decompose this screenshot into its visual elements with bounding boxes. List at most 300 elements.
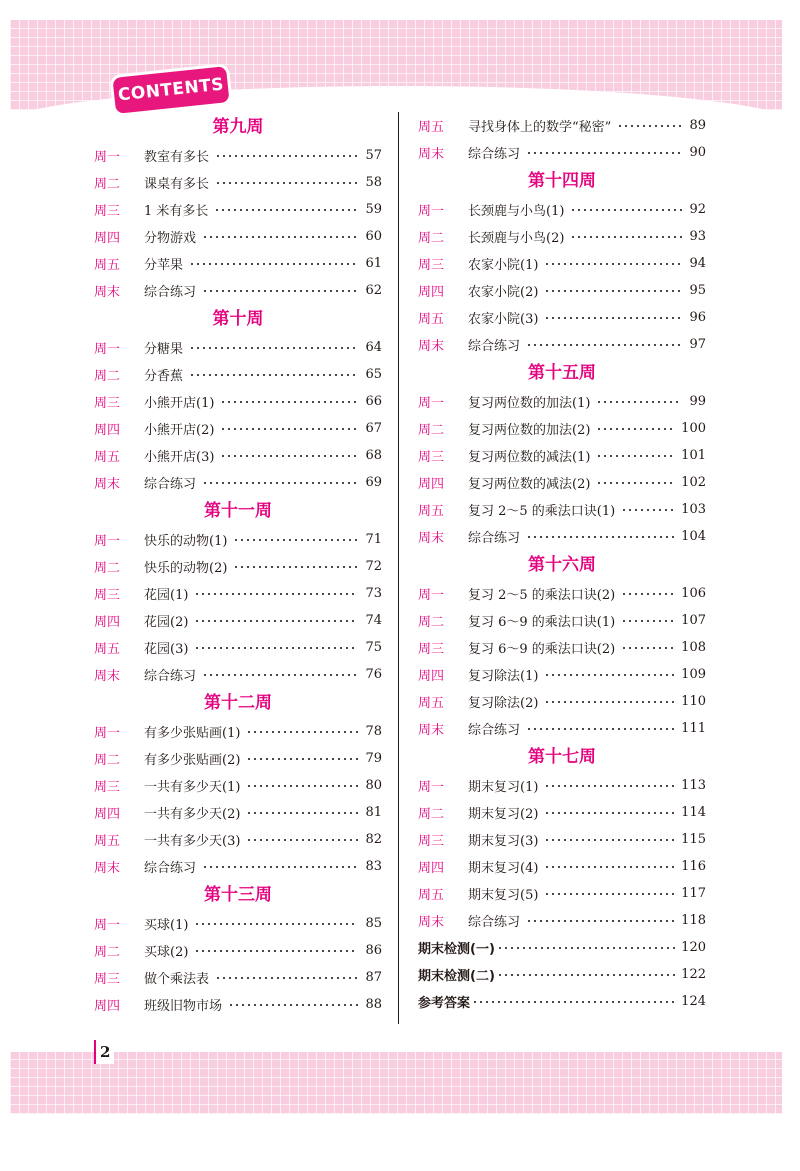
toc-entry-title: 1 米有多长 bbox=[144, 204, 209, 219]
dot-leader bbox=[544, 891, 675, 897]
toc-extra-title: 期末检测(一) bbox=[418, 942, 495, 957]
toc-entry[interactable] bbox=[94, 937, 382, 964]
toc-entry[interactable] bbox=[94, 634, 382, 661]
toc-entry-title: 长颈鹿与小鸟(2) bbox=[468, 231, 565, 246]
dot-leader bbox=[202, 672, 358, 678]
week-section bbox=[418, 112, 706, 166]
contents-badge: CONTENTS bbox=[112, 66, 229, 114]
toc-entry-page: 79 bbox=[365, 751, 382, 766]
toc-entry[interactable] bbox=[94, 469, 382, 496]
week-section bbox=[418, 358, 706, 550]
toc-entry-page: 59 bbox=[365, 202, 382, 217]
toc-entry-title: 花园(3) bbox=[144, 642, 189, 657]
toc-entry[interactable] bbox=[94, 853, 382, 880]
toc-entry-title: 综合练习 bbox=[468, 915, 521, 930]
dot-leader bbox=[228, 1002, 358, 1008]
toc-entry-day: 周三 bbox=[94, 396, 121, 411]
toc-entry-page: 68 bbox=[365, 448, 382, 463]
week-section bbox=[94, 304, 382, 496]
toc-entry-day: 周一 bbox=[418, 396, 445, 411]
toc-entry-day: 周三 bbox=[94, 204, 121, 219]
dot-leader bbox=[621, 618, 675, 624]
toc-entry-title: 综合练习 bbox=[468, 531, 521, 546]
toc-extras bbox=[418, 934, 706, 1015]
toc-entry-title: 复习两位数的减法(1) bbox=[468, 450, 591, 465]
toc-entry[interactable] bbox=[418, 139, 706, 166]
toc-entry-day: 周二 bbox=[418, 231, 445, 246]
toc-entry-day: 周五 bbox=[418, 504, 445, 519]
toc-entry[interactable] bbox=[94, 361, 382, 388]
toc-entry-page: 81 bbox=[365, 805, 382, 820]
toc-entry-page: 103 bbox=[681, 502, 706, 517]
dot-leader bbox=[189, 345, 358, 351]
toc-entry[interactable] bbox=[94, 442, 382, 469]
week-section bbox=[418, 166, 706, 358]
toc-entry-day: 周四 bbox=[418, 669, 445, 684]
toc-entry-page: 99 bbox=[689, 394, 706, 409]
toc-entry-day: 周一 bbox=[94, 726, 121, 741]
toc-entry-page: 114 bbox=[681, 805, 706, 820]
toc-entry-title: 有多少张贴画(2) bbox=[144, 753, 241, 768]
toc-entry-title: 长颈鹿与小鸟(1) bbox=[468, 204, 565, 219]
toc-entry-title: 期末复习(3) bbox=[468, 834, 539, 849]
toc-entry-day: 周二 bbox=[418, 615, 445, 630]
dot-leader bbox=[621, 645, 675, 651]
toc-extra-entry[interactable] bbox=[418, 934, 706, 961]
toc-entry-page: 113 bbox=[681, 778, 706, 793]
toc-entry-title: 综合练习 bbox=[468, 723, 521, 738]
toc-entry-title: 小熊开店(3) bbox=[144, 450, 215, 465]
toc-entry[interactable] bbox=[418, 112, 706, 139]
toc-entry-day: 周二 bbox=[418, 807, 445, 822]
toc-entry-title: 分苹果 bbox=[144, 258, 184, 273]
toc-entry-page: 82 bbox=[365, 832, 382, 847]
dot-leader bbox=[202, 480, 358, 486]
dot-leader bbox=[220, 426, 358, 432]
dot-leader bbox=[214, 207, 358, 213]
toc-entry[interactable] bbox=[94, 196, 382, 223]
dot-leader bbox=[194, 921, 358, 927]
toc-entry-day: 周三 bbox=[94, 972, 121, 987]
toc-entry-day: 周四 bbox=[94, 231, 121, 246]
toc-entry-title: 班级旧物市场 bbox=[144, 999, 223, 1014]
dot-leader bbox=[497, 972, 675, 978]
toc-entry-day: 周一 bbox=[94, 918, 121, 933]
dot-leader bbox=[596, 453, 675, 459]
toc-entry-page: 109 bbox=[681, 667, 706, 682]
toc-entry-page: 102 bbox=[681, 475, 706, 490]
toc-entry-page: 118 bbox=[681, 913, 706, 928]
toc-entry-page: 72 bbox=[365, 559, 382, 574]
toc-entry[interactable] bbox=[94, 553, 382, 580]
toc-entry-title: 花园(2) bbox=[144, 615, 189, 630]
toc-entry[interactable] bbox=[418, 304, 706, 331]
toc-entry-page: 94 bbox=[689, 256, 706, 271]
toc-entry[interactable] bbox=[418, 907, 706, 934]
dot-leader bbox=[544, 288, 682, 294]
toc-entry-page: 88 bbox=[365, 997, 382, 1012]
toc-entry[interactable] bbox=[94, 169, 382, 196]
toc-entry-day: 周五 bbox=[418, 120, 445, 135]
dot-leader bbox=[544, 672, 675, 678]
toc-entry-day: 周末 bbox=[94, 861, 121, 876]
toc-entry-title: 一共有多少天(3) bbox=[144, 834, 241, 849]
dot-leader bbox=[202, 234, 358, 240]
toc-entry-page: 106 bbox=[681, 586, 706, 601]
toc-entry-page: 62 bbox=[365, 283, 382, 298]
toc-entry-day: 周一 bbox=[94, 534, 121, 549]
toc-entry-title: 复习两位数的加法(1) bbox=[468, 396, 591, 411]
toc-entry[interactable] bbox=[418, 772, 706, 799]
dot-leader bbox=[526, 150, 682, 156]
dot-leader bbox=[246, 810, 358, 816]
toc-entry[interactable] bbox=[94, 745, 382, 772]
toc-entry[interactable] bbox=[94, 607, 382, 634]
toc-entry-day: 周三 bbox=[94, 780, 121, 795]
toc-extra-title: 参考答案 bbox=[418, 996, 471, 1011]
toc-entry-title: 综合练习 bbox=[144, 669, 197, 684]
toc-entry-title: 复习两位数的减法(2) bbox=[468, 477, 591, 492]
dot-leader bbox=[246, 729, 358, 735]
toc-entry-day: 周五 bbox=[94, 450, 121, 465]
toc-entry-title: 有多少张贴画(1) bbox=[144, 726, 241, 741]
toc-entry-day: 周五 bbox=[418, 312, 445, 327]
toc-entry-day: 周一 bbox=[94, 342, 121, 357]
toc-entry-page: 101 bbox=[681, 448, 706, 463]
toc-entry-day: 周末 bbox=[418, 147, 445, 162]
dot-leader bbox=[617, 123, 682, 129]
toc-entry[interactable] bbox=[418, 250, 706, 277]
dot-leader bbox=[544, 699, 675, 705]
toc-entry-day: 周四 bbox=[94, 615, 121, 630]
toc-entry[interactable] bbox=[418, 580, 706, 607]
week-title: 第十四周 bbox=[528, 171, 596, 191]
toc-entry-day: 周四 bbox=[418, 477, 445, 492]
toc-entry-page: 69 bbox=[365, 475, 382, 490]
dot-leader bbox=[202, 864, 358, 870]
toc-entry-title: 分物游戏 bbox=[144, 231, 197, 246]
dot-leader bbox=[220, 399, 358, 405]
toc-entry-title: 复习 2～5 的乘法口诀(1) bbox=[468, 504, 616, 519]
toc-entry-page: 96 bbox=[689, 310, 706, 325]
toc-entry[interactable] bbox=[418, 607, 706, 634]
dot-leader bbox=[194, 591, 358, 597]
dot-leader bbox=[215, 975, 358, 981]
toc-entry-page: 100 bbox=[681, 421, 706, 436]
toc-entry[interactable] bbox=[94, 772, 382, 799]
dot-leader bbox=[202, 288, 358, 294]
toc-entry-page: 58 bbox=[365, 175, 382, 190]
toc-entry-title: 期末复习(5) bbox=[468, 888, 539, 903]
toc-entry-day: 周二 bbox=[94, 561, 121, 576]
toc-entry[interactable] bbox=[418, 799, 706, 826]
toc-entry-page: 57 bbox=[365, 148, 382, 163]
week-title: 第十周 bbox=[212, 309, 264, 329]
toc-entry-title: 期末复习(1) bbox=[468, 780, 539, 795]
dot-leader bbox=[526, 342, 682, 348]
dot-leader bbox=[596, 480, 675, 486]
toc-entry-day: 周二 bbox=[94, 369, 121, 384]
dot-leader bbox=[189, 261, 358, 267]
toc-entry-page: 66 bbox=[365, 394, 382, 409]
dot-leader bbox=[621, 507, 675, 513]
toc-entry-day: 周二 bbox=[418, 423, 445, 438]
toc-entry-page: 65 bbox=[365, 367, 382, 382]
toc-entry-title: 买球(2) bbox=[144, 945, 189, 960]
toc-left-column bbox=[94, 112, 382, 1018]
toc-entry-page: 85 bbox=[365, 916, 382, 931]
toc-entry[interactable] bbox=[418, 442, 706, 469]
dot-leader bbox=[544, 261, 682, 267]
toc-entry-day: 周一 bbox=[418, 588, 445, 603]
dot-leader bbox=[246, 756, 358, 762]
toc-entry[interactable] bbox=[418, 661, 706, 688]
toc-entry-title: 农家小院(3) bbox=[468, 312, 539, 327]
toc-entry-title: 小熊开店(1) bbox=[144, 396, 215, 411]
dot-leader bbox=[246, 837, 358, 843]
toc-entry-page: 110 bbox=[681, 694, 706, 709]
dot-leader bbox=[472, 999, 675, 1005]
toc-entry[interactable] bbox=[418, 223, 706, 250]
dot-leader bbox=[215, 153, 358, 159]
toc-entry-page: 97 bbox=[689, 337, 706, 352]
toc-entry-title: 期末复习(2) bbox=[468, 807, 539, 822]
toc-entry[interactable] bbox=[94, 526, 382, 553]
toc-entry-page: 83 bbox=[365, 859, 382, 874]
toc-entry-title: 做个乘法表 bbox=[144, 972, 210, 987]
toc-entry-day: 周五 bbox=[418, 888, 445, 903]
week-title: 第十一周 bbox=[204, 501, 272, 521]
toc-entry[interactable] bbox=[94, 415, 382, 442]
dot-leader bbox=[544, 810, 675, 816]
toc-entry-day: 周一 bbox=[94, 150, 121, 165]
toc-entry-day: 周四 bbox=[94, 807, 121, 822]
toc-entry[interactable] bbox=[94, 334, 382, 361]
page-number: 2 bbox=[94, 1040, 114, 1064]
toc-entry[interactable] bbox=[94, 142, 382, 169]
week-title: 第十二周 bbox=[204, 693, 272, 713]
toc-entry-title: 综合练习 bbox=[144, 285, 197, 300]
dot-leader bbox=[189, 372, 358, 378]
toc-entry-page: 117 bbox=[681, 886, 706, 901]
toc-entry[interactable] bbox=[94, 277, 382, 304]
toc-entry-day: 周三 bbox=[94, 588, 121, 603]
toc-entry-day: 周五 bbox=[94, 258, 121, 273]
toc-entry-page: 67 bbox=[365, 421, 382, 436]
toc-entry-day: 周末 bbox=[94, 477, 121, 492]
week-title: 第十六周 bbox=[528, 555, 596, 575]
toc-entry-day: 周末 bbox=[418, 723, 445, 738]
toc-entry-title: 复习 6～9 的乘法口诀(1) bbox=[468, 615, 616, 630]
toc-entry-page: 71 bbox=[365, 532, 382, 547]
toc-entry-page: 93 bbox=[689, 229, 706, 244]
toc-entry-day: 周一 bbox=[418, 204, 445, 219]
dot-leader bbox=[233, 564, 358, 570]
toc-entry-title: 买球(1) bbox=[144, 918, 189, 933]
toc-entry-title: 农家小院(1) bbox=[468, 258, 539, 273]
toc-entry[interactable] bbox=[94, 910, 382, 937]
dot-leader bbox=[621, 591, 675, 597]
toc-entry-page: 95 bbox=[689, 283, 706, 298]
toc-entry[interactable] bbox=[94, 580, 382, 607]
toc-entry-day: 周五 bbox=[418, 696, 445, 711]
toc-extra-page: 122 bbox=[681, 967, 706, 982]
toc-entry-title: 复习两位数的加法(2) bbox=[468, 423, 591, 438]
toc-entry-day: 周三 bbox=[418, 258, 445, 273]
dot-leader bbox=[246, 783, 358, 789]
dot-leader bbox=[497, 945, 675, 951]
toc-entry-title: 教室有多长 bbox=[144, 150, 210, 165]
toc-entry-title: 复习 6～9 的乘法口诀(2) bbox=[468, 642, 616, 657]
dot-leader bbox=[233, 537, 358, 543]
toc-entry-page: 86 bbox=[365, 943, 382, 958]
dot-leader bbox=[526, 726, 675, 732]
toc-entry[interactable] bbox=[94, 661, 382, 688]
toc-entry-title: 综合练习 bbox=[144, 861, 197, 876]
dot-leader bbox=[544, 864, 675, 870]
toc-entry[interactable] bbox=[94, 964, 382, 991]
week-section bbox=[94, 880, 382, 1018]
toc-entry-page: 80 bbox=[365, 778, 382, 793]
toc-entry[interactable] bbox=[94, 826, 382, 853]
week-title: 第十七周 bbox=[528, 747, 596, 767]
toc-extra-entry[interactable] bbox=[418, 988, 706, 1015]
toc-entry-title: 小熊开店(2) bbox=[144, 423, 215, 438]
toc-entry-title: 一共有多少天(2) bbox=[144, 807, 241, 822]
toc-entry-title: 复习 2～5 的乘法口诀(2) bbox=[468, 588, 616, 603]
dot-leader bbox=[596, 426, 675, 432]
toc-entry[interactable] bbox=[94, 250, 382, 277]
toc-entry-day: 周四 bbox=[94, 999, 121, 1014]
toc-entry-day: 周末 bbox=[94, 285, 121, 300]
toc-entry-day: 周五 bbox=[94, 834, 121, 849]
toc-entry-page: 64 bbox=[365, 340, 382, 355]
toc-entry-day: 周末 bbox=[418, 915, 445, 930]
toc-extra-page: 120 bbox=[681, 940, 706, 955]
toc-entry[interactable] bbox=[418, 634, 706, 661]
toc-extra-entry[interactable] bbox=[418, 961, 706, 988]
toc-entry[interactable] bbox=[418, 715, 706, 742]
toc-entry[interactable] bbox=[418, 496, 706, 523]
toc-entry[interactable] bbox=[418, 853, 706, 880]
toc-entry-page: 116 bbox=[681, 859, 706, 874]
toc-entry-title: 综合练习 bbox=[468, 147, 521, 162]
dot-leader bbox=[220, 453, 358, 459]
week-section bbox=[94, 688, 382, 880]
dot-leader bbox=[215, 180, 358, 186]
dot-leader bbox=[526, 918, 675, 924]
toc-entry-title: 快乐的动物(2) bbox=[144, 561, 228, 576]
dot-leader bbox=[544, 783, 675, 789]
toc-entry-page: 61 bbox=[365, 256, 382, 271]
toc-entry-title: 综合练习 bbox=[144, 477, 197, 492]
toc-entry-day: 周末 bbox=[418, 339, 445, 354]
toc-entry-day: 周二 bbox=[94, 177, 121, 192]
dot-leader bbox=[544, 837, 675, 843]
toc-entry-title: 复习除法(2) bbox=[468, 696, 539, 711]
toc-extra-page: 124 bbox=[681, 994, 706, 1009]
week-section bbox=[418, 742, 706, 934]
toc-entry-day: 周末 bbox=[418, 531, 445, 546]
toc-extra-title: 期末检测(二) bbox=[418, 969, 495, 984]
toc-entry[interactable] bbox=[418, 688, 706, 715]
toc-entry[interactable] bbox=[94, 991, 382, 1018]
toc-entry-page: 60 bbox=[365, 229, 382, 244]
toc-entry[interactable] bbox=[418, 880, 706, 907]
week-title: 第十五周 bbox=[528, 363, 596, 383]
toc-entry-day: 周一 bbox=[418, 780, 445, 795]
toc-entry-page: 87 bbox=[365, 970, 382, 985]
toc-entry-page: 76 bbox=[365, 667, 382, 682]
toc-entry-title: 综合练习 bbox=[468, 339, 521, 354]
toc-entry-day: 周四 bbox=[94, 423, 121, 438]
dot-leader bbox=[570, 234, 682, 240]
toc-entry-title: 寻找身体上的数学“秘密” bbox=[468, 120, 612, 135]
week-title: 第九周 bbox=[212, 117, 264, 137]
toc-entry[interactable] bbox=[418, 523, 706, 550]
toc-entry[interactable] bbox=[418, 415, 706, 442]
toc-entry-title: 分糖果 bbox=[144, 342, 184, 357]
toc-entry-page: 90 bbox=[689, 145, 706, 160]
toc-entry-page: 115 bbox=[681, 832, 706, 847]
dot-leader bbox=[570, 207, 682, 213]
toc-entry[interactable] bbox=[418, 196, 706, 223]
toc-entry-title: 复习除法(1) bbox=[468, 669, 539, 684]
toc-entry-title: 一共有多少天(1) bbox=[144, 780, 241, 795]
week-title: 第十三周 bbox=[204, 885, 272, 905]
toc-entry-day: 周三 bbox=[418, 450, 445, 465]
dot-leader bbox=[194, 645, 358, 651]
toc-entry[interactable] bbox=[418, 277, 706, 304]
toc-entry-page: 89 bbox=[689, 118, 706, 133]
toc-entry[interactable] bbox=[94, 799, 382, 826]
dot-leader bbox=[544, 315, 682, 321]
column-divider bbox=[398, 112, 399, 1024]
toc-entry-title: 快乐的动物(1) bbox=[144, 534, 228, 549]
toc-entry-page: 73 bbox=[365, 586, 382, 601]
toc-entry-page: 75 bbox=[365, 640, 382, 655]
toc-entry-page: 108 bbox=[681, 640, 706, 655]
toc-entry[interactable] bbox=[94, 388, 382, 415]
toc-right-column bbox=[418, 112, 706, 1015]
toc-entry-day: 周二 bbox=[94, 945, 121, 960]
toc-entry-day: 周二 bbox=[94, 753, 121, 768]
toc-entry-day: 周五 bbox=[94, 642, 121, 657]
toc-entry-day: 周末 bbox=[94, 669, 121, 684]
week-section bbox=[418, 550, 706, 742]
toc-entry-title: 课桌有多长 bbox=[144, 177, 210, 192]
toc-entry-title: 分香蕉 bbox=[144, 369, 184, 384]
dot-leader bbox=[194, 948, 358, 954]
toc-entry[interactable] bbox=[94, 718, 382, 745]
toc-entry-title: 花园(1) bbox=[144, 588, 189, 603]
toc-entry-day: 周三 bbox=[418, 642, 445, 657]
week-section bbox=[94, 496, 382, 688]
toc-entry[interactable] bbox=[418, 388, 706, 415]
dot-leader bbox=[596, 399, 682, 405]
toc-entry-day: 周四 bbox=[418, 285, 445, 300]
toc-entry[interactable] bbox=[94, 223, 382, 250]
dot-leader bbox=[526, 534, 675, 540]
toc-entry-day: 周四 bbox=[418, 861, 445, 876]
toc-entry-page: 104 bbox=[681, 529, 706, 544]
toc-entry[interactable] bbox=[418, 469, 706, 496]
toc-entry[interactable] bbox=[418, 331, 706, 358]
dot-leader bbox=[194, 618, 358, 624]
toc-entry[interactable] bbox=[418, 826, 706, 853]
bottom-decorative-band bbox=[10, 1052, 782, 1114]
toc-entry-page: 74 bbox=[365, 613, 382, 628]
